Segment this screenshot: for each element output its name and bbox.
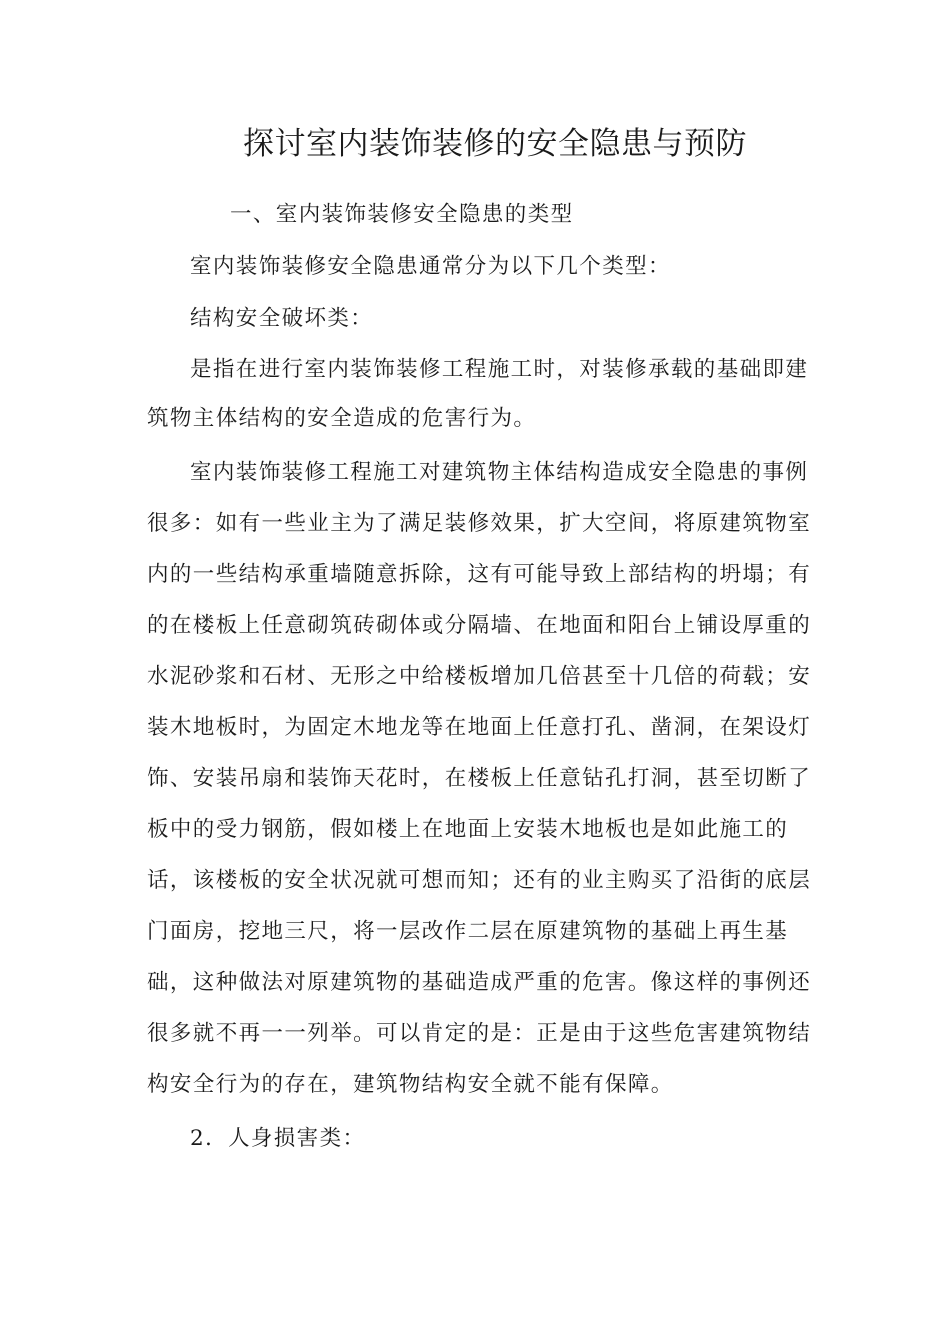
paragraph-2-line-9: 话，该楼板的安全状况就可想而知；还有的业主购买了沿街的底层 [147, 868, 812, 893]
paragraph-2-line-8: 板中的受力钢筋，假如楼上在地面上安装木地板也是如此施工的 [147, 817, 789, 842]
paragraph-2-line-13: 构安全行为的存在，建筑物结构安全就不能有保障。 [147, 1072, 674, 1097]
category-1-label: 结构安全破坏类： [190, 306, 374, 331]
paragraph-2-line-3: 内的一些结构承重墙随意拆除，这有可能导致上部结构的坍塌；有 [147, 562, 812, 587]
paragraph-1-line-2: 筑物主体结构的安全造成的危害行为。 [147, 406, 537, 431]
paragraph-2-line-7: 饰、安装吊扇和装饰天花时，在楼板上任意钻孔打洞，甚至切断了 [147, 766, 812, 791]
paragraph-2-line-5: 水泥砂浆和石材、无形之中给楼板增加几倍甚至十几倍的荷载；安 [147, 664, 812, 689]
paragraph-2-line-2: 很多：如有一些业主为了满足装修效果，扩大空间，将原建筑物室 [147, 511, 812, 536]
paragraph-2-line-11: 础，这种做法对原建筑物的基础造成严重的危害。像这样的事例还 [147, 970, 812, 995]
paragraph-2-line-10: 门面房，挖地三尺，将一层改作二层在原建筑物的基础上再生基 [147, 919, 789, 944]
intro-text: 室内装饰装修安全隐患通常分为以下几个类型： [190, 254, 671, 279]
section-heading: 一、室内装饰装修安全隐患的类型 [230, 202, 574, 227]
paragraph-2-line-12: 很多就不再一一列举。可以肯定的是：正是由于这些危害建筑物结 [147, 1021, 812, 1046]
category-2-label: 2．人身损害类： [190, 1126, 366, 1151]
paragraph-2-line-6: 装木地板时，为固定木地龙等在地面上任意打孔、凿洞，在架设灯 [147, 715, 812, 740]
paragraph-2-line-4: 的在楼板上任意砌筑砖砌体或分隔墙、在地面和阳台上铺设厚重的 [147, 613, 812, 638]
paragraph-2-line-1: 室内装饰装修工程施工对建筑物主体结构造成安全隐患的事例 [190, 460, 809, 485]
paragraph-1-line-1: 是指在进行室内装饰装修工程施工时，对装修承载的基础即建 [190, 357, 809, 382]
document-title: 探讨室内装饰装修的安全隐患与预防 [243, 126, 747, 162]
